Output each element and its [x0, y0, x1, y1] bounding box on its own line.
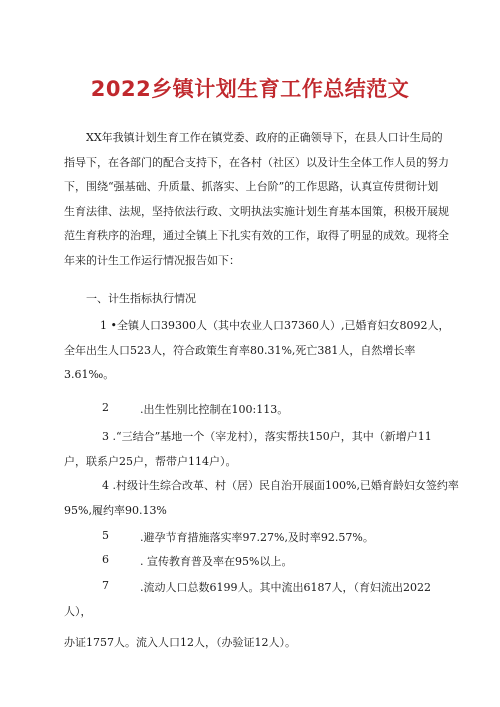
- item-7-number: 7: [102, 579, 109, 592]
- item-1-line-2: 全年出生人口523人，符合政策生育率80.31%,死亡381人，自然增长率: [64, 343, 416, 357]
- item-7-last-line: 办证1757人。流入人口12人，（办验证12人）。: [64, 636, 296, 649]
- intro-paragraph: [64, 126, 449, 273]
- item-6-number: 6: [102, 553, 109, 566]
- item-2-text: .出生性别比控制在100:113。: [140, 403, 289, 416]
- document-title: 2022乡镇计划生育工作总结范文: [90, 77, 410, 101]
- intro-line-1: XX年我镇计划生育工作在镇党委、政府的正确领导下，在县人口计生局的: [86, 131, 443, 144]
- item-1: [64, 314, 450, 388]
- intro-line-6: 年来的计生工作运行情况报告如下：: [64, 253, 240, 267]
- item-5-text: .避孕节育措施落实率97.27%,及时率92.57%。: [140, 531, 374, 544]
- intro-line-2: 指导下，在各部门的配合支持下，在各村（社区）以及计生全体工作人员的努力: [64, 155, 449, 169]
- item-3-line-2: 户，联系户25户，帮带户114户）。: [64, 454, 237, 468]
- intro-line-3: 下，围绕“强基础、升质量、抓落实、上台阶”的工作思路，认真宣传贯彻计划: [64, 180, 439, 193]
- item-1-line-3: 3.61‰。: [64, 368, 115, 381]
- section-heading: 一、计生指标执行情况: [86, 292, 196, 305]
- item-4-line-1: 4 .村级计生综合改革、村（居）民自治开展面100%,已婚育龄妇女签约率: [102, 479, 459, 492]
- intro-line-4: 生育法律、法规，坚持依法行政、文明执法实施计划生育基本国策，积极开展规: [64, 204, 449, 218]
- intro-line-5: 范生育秩序的治理，通过全镇上下扎实有效的工作，取得了明显的成效。现将全: [64, 229, 449, 242]
- item-4: [64, 474, 459, 523]
- item-4-line-2: 95%,履约率90.13%: [64, 503, 167, 517]
- item-3-line-1: 3 .“三结合”基地一个（宰龙村），落实帮扶150户，其中（新增户11: [102, 430, 432, 443]
- item-7-continuation: 人），: [64, 605, 92, 618]
- item-6-text: . 宣传教育普及率在95%以上。: [140, 555, 293, 568]
- item-2-number: 2: [102, 401, 109, 414]
- item-5-number: 5: [102, 529, 109, 542]
- item-7-text: .流动人口总数6199人。其中流出6187人，（育妇流出2022: [140, 581, 431, 594]
- item-1-line-1: 1 •全镇人口39300人（其中农业人口37360人）,已婚育妇女8092人，: [100, 319, 450, 332]
- item-3: [64, 425, 436, 474]
